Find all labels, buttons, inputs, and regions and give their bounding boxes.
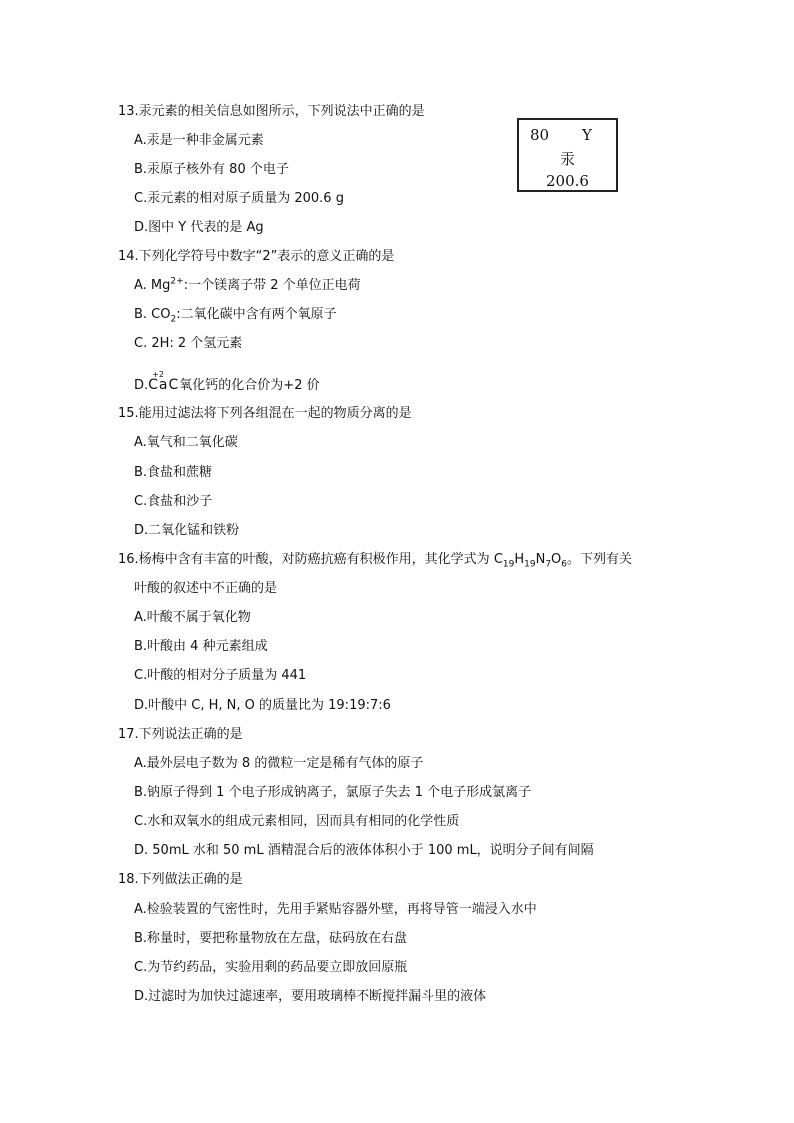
question-16-stem <box>118 552 632 568</box>
formula-c: C <box>493 552 503 567</box>
question-16-stem-line2: 叶酸的叙述中不正确的是 <box>134 581 278 596</box>
option-a-prefix: A. Mg <box>134 278 171 293</box>
question-14-stem: 14.下列化学符号中数字“2”表示的意义正确的是 <box>118 249 395 264</box>
question-13-option-d: D.图中 Y 代表的是 Ag <box>134 220 264 235</box>
option-a-text: :一个镁离子带 2 个单位正电荷 <box>183 278 361 293</box>
question-17-option-b: B.钠原子得到 1 个电子形成钠离子，氯原子失去 1 个电子形成氯离子 <box>134 785 532 800</box>
option-a-superscript: 2+ <box>170 276 184 287</box>
question-16-option-c: C.叶酸的相对分子质量为 441 <box>134 668 307 683</box>
question-18-option-d: D.过滤时为加快过滤速率，要用玻璃棒不断搅拌漏斗里的液体 <box>134 989 487 1004</box>
question-16-stem-suffix: 。下列有关 <box>567 552 633 567</box>
question-18-option-b: B.称量时，要把称量物放在左盘，砝码放在右盘 <box>134 931 408 946</box>
formula-h-count: 19 <box>524 559 536 570</box>
cac-notation <box>148 370 180 394</box>
question-18-stem: 18.下列做法正确的是 <box>118 872 243 887</box>
option-d-text: 氧化钙的化合价为+2 价 <box>179 378 320 393</box>
formula-h: H <box>514 552 525 567</box>
folic-acid-formula <box>493 552 568 570</box>
question-14-option-b <box>134 307 337 323</box>
question-16-option-a: A.叶酸不属于氧化物 <box>134 610 251 625</box>
question-14-option-d <box>134 370 320 394</box>
formula-o-count: 6 <box>561 559 568 570</box>
question-13-option-b: B.汞原子核外有 80 个电子 <box>134 162 289 177</box>
question-18-option-c: C.为节约药品，实验用剩的药品要立即放回原瓶 <box>134 960 408 975</box>
option-d-prefix: D. <box>134 378 149 393</box>
element-atomic-number: 80 <box>530 126 550 144</box>
option-b-prefix: B. CO <box>134 307 171 322</box>
valence-charge: +2 <box>152 370 164 379</box>
formula-o: O <box>551 552 562 567</box>
element-symbol: Y <box>582 126 592 144</box>
question-17-option-d: D. 50mL 水和 50 mL 酒精混合后的液体体积小于 100 mL，说明分子间有间隔 <box>134 843 594 858</box>
question-15-option-d: D.二氧化锰和铁粉 <box>134 523 240 538</box>
question-13-stem: 13.汞元素的相关信息如图所示，下列说法中正确的是 <box>118 104 425 119</box>
question-15-option-c: C.食盐和沙子 <box>134 494 213 509</box>
question-17-option-a: A.最外层电子数为 8 的微粒一定是稀有气体的原子 <box>134 756 424 771</box>
question-15-option-b: B.食盐和蔗糖 <box>134 465 213 480</box>
question-17-stem: 17.下列说法正确的是 <box>118 727 243 742</box>
element-info-card <box>517 118 618 192</box>
question-16-option-b: B.叶酸由 4 种元素组成 <box>134 639 268 654</box>
question-13-option-c: C.汞元素的相对原子质量为 200.6 g <box>134 191 344 206</box>
question-14-option-a <box>134 278 361 294</box>
question-16-option-d: D.叶酸中 C, H, N, O 的质量比为 19:19:7:6 <box>134 698 391 713</box>
question-13-option-a: A.汞是一种非金属元素 <box>134 133 264 148</box>
question-16-stem-prefix: 16.杨梅中含有丰富的叶酸，对防癌抗癌有积极作用，其化学式为 <box>118 552 494 567</box>
element-name: 汞 <box>559 150 575 168</box>
formula-n: N <box>535 552 546 567</box>
formula-n-count: 7 <box>545 559 552 570</box>
question-15-option-a: A.氧气和二氧化碳 <box>134 435 238 450</box>
cac-formula: CaC <box>148 377 180 393</box>
formula-c-count: 19 <box>502 559 515 570</box>
question-17-option-c: C.水和双氧水的组成元素相同，因而具有相同的化学性质 <box>134 814 460 829</box>
option-b-text: :二氧化碳中含有两个氧原子 <box>176 307 337 322</box>
question-14-option-c: C. 2H: 2 个氢元素 <box>134 336 243 351</box>
option-b-subscript: 2 <box>170 314 177 325</box>
element-atomic-mass: 200.6 <box>546 172 589 190</box>
question-18-option-a: A.检验装置的气密性时，先用手紧贴容器外壁，再将导管一端浸入水中 <box>134 902 537 917</box>
question-15-stem: 15.能用过滤法将下列各组混在一起的物质分离的是 <box>118 406 412 421</box>
